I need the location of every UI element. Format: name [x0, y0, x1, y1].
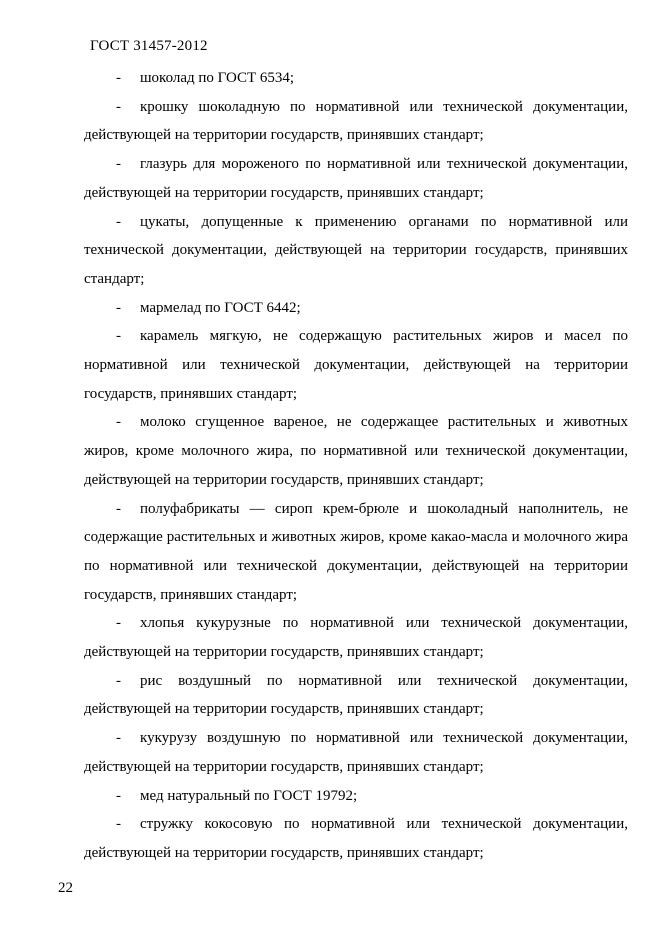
list-marker: -	[116, 816, 121, 833]
list-item	[84, 782, 628, 811]
list-marker: -	[116, 70, 121, 86]
page-number: 22	[58, 880, 73, 896]
document-header: ГОСТ 31457-2012	[90, 38, 208, 54]
list-item-text: цукаты, допущенные к применению органами по нормативной или технической документации, действующей на территории государств, принявших стандарт;	[84, 213, 628, 287]
list-item-text: шоколад по ГОСТ 6534;	[140, 70, 295, 86]
list-marker: -	[116, 299, 121, 316]
list-item-text: карамель мягкую, не содержащую растительных жиров и масел по нормативной или технической документации, действующей на территории государств, принявших стандарт;	[84, 328, 628, 402]
list-item	[84, 208, 628, 294]
list-item	[84, 609, 628, 666]
list-item-text: полуфабрикаты — сироп крем-брюле и шоколадный наполнитель, не содержащие растительных и животных жиров, кроме какао-масла и молочного жира по нормативной или технической документации, действующей на территории государств, принявших стандарт;	[84, 500, 628, 603]
list-item	[84, 93, 628, 150]
list-item-text: крошку шоколадную по нормативной или технической документации, действующей на территории государств, принявших стандарт;	[84, 98, 628, 144]
ingredients-list	[84, 64, 628, 868]
list-item	[84, 408, 628, 494]
list-item-text: молоко сгущенное вареное, не содержащее растительных и животных жиров, кроме молочного жира, по нормативной или технической документации, действующей на территории государств, принявших стандарт;	[84, 414, 628, 488]
list-item	[84, 64, 628, 93]
list-item-text: хлопья кукурузные по нормативной или технической документации, действующей на территории государств, принявших стандарт;	[84, 615, 628, 661]
list-item-text: кукурузу воздушную по нормативной или технической документации, действующей на территории государств, принявших стандарт;	[84, 730, 628, 775]
list-item	[84, 294, 628, 323]
list-marker: -	[116, 414, 121, 431]
list-marker: -	[116, 328, 121, 345]
list-item-text: рис воздушный по нормативной или технической документации, действующей на территории государств, принявших стандарт;	[84, 672, 628, 718]
list-item	[84, 150, 628, 207]
list-marker: -	[116, 672, 121, 689]
list-marker: -	[116, 156, 121, 173]
list-item	[84, 724, 628, 781]
list-item	[84, 667, 628, 724]
list-item-text: стружку кокосовую по нормативной или технической документации, действующей на территории государств, принявших стандарт;	[84, 816, 628, 861]
list-marker: -	[116, 615, 121, 632]
list-item-text: мармелад по ГОСТ 6442;	[140, 299, 301, 316]
list-marker: -	[116, 213, 121, 230]
list-marker: -	[116, 98, 121, 115]
list-marker: -	[116, 787, 121, 804]
list-item	[84, 322, 628, 408]
list-item-text: мед натуральный по ГОСТ 19792;	[140, 787, 358, 804]
list-marker: -	[116, 500, 121, 517]
list-marker: -	[116, 730, 121, 747]
list-item	[84, 810, 628, 867]
list-item-text: глазурь для мороженого по нормативной или технической документации, действующей на территории государств, принявших стандарт;	[84, 156, 628, 201]
list-item	[84, 495, 628, 610]
